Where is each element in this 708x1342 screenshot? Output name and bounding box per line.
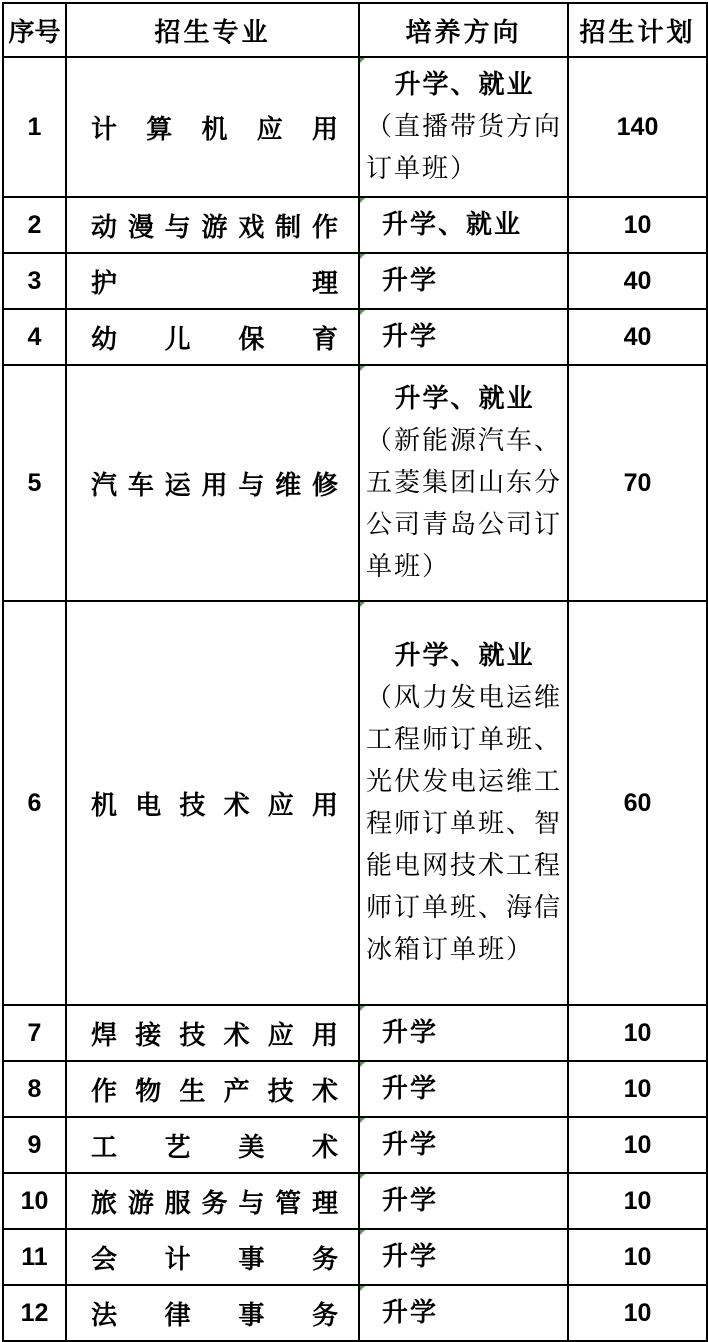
plan-count: 10 xyxy=(568,197,707,253)
plan-count: 70 xyxy=(568,365,707,601)
major-cell xyxy=(66,309,359,365)
direction-primary: 升学 xyxy=(382,1242,439,1272)
direction-cell xyxy=(359,1117,568,1173)
direction-primary: 升学、就业 xyxy=(394,384,535,414)
direction-cell xyxy=(359,1285,568,1341)
table-row xyxy=(3,1173,707,1229)
major-cell xyxy=(66,1005,359,1061)
plan-count: 40 xyxy=(568,309,707,365)
direction-primary: 升学 xyxy=(382,266,439,296)
major-name: 汽车运用与维修 xyxy=(91,470,338,501)
direction-primary: 升学 xyxy=(382,1074,439,1104)
plan-count: 10 xyxy=(568,1061,707,1117)
direction-cell xyxy=(359,1005,568,1061)
direction-cell xyxy=(359,253,568,309)
major-cell xyxy=(66,1285,359,1341)
row-number: 5 xyxy=(3,365,66,601)
direction-cell xyxy=(359,309,568,365)
row-number: 9 xyxy=(3,1117,66,1173)
header-no: 序号 xyxy=(3,3,66,57)
major-cell xyxy=(66,1117,359,1173)
plan-count: 60 xyxy=(568,601,707,1005)
plan-count: 140 xyxy=(568,57,707,197)
major-name: 动漫与游戏制作 xyxy=(91,212,338,243)
direction-cell xyxy=(359,1229,568,1285)
major-cell xyxy=(66,197,359,253)
table-row xyxy=(3,365,707,601)
plan-count: 40 xyxy=(568,253,707,309)
table-row xyxy=(3,253,707,309)
table-row xyxy=(3,601,707,1005)
row-number: 3 xyxy=(3,253,66,309)
direction-detail: （新能源汽车、五菱集团山东分公司青岛公司订单班） xyxy=(366,426,563,582)
enrollment-table xyxy=(2,2,708,1342)
direction-cell xyxy=(359,601,568,1005)
table-row xyxy=(3,309,707,365)
row-number: 10 xyxy=(3,1173,66,1229)
row-number: 11 xyxy=(3,1229,66,1285)
header-major: 招生专业 xyxy=(66,3,359,57)
table-row xyxy=(3,197,707,253)
major-cell xyxy=(66,601,359,1005)
direction-primary: 升学 xyxy=(382,1130,439,1160)
direction-detail: （直播带货方向订单班） xyxy=(366,112,563,184)
direction-cell xyxy=(359,1061,568,1117)
table-row xyxy=(3,1005,707,1061)
major-name: 法律事务 xyxy=(91,1300,338,1331)
plan-count: 10 xyxy=(568,1173,707,1229)
table-row xyxy=(3,1285,707,1341)
row-number: 1 xyxy=(3,57,66,197)
major-name: 机电技术应用 xyxy=(91,790,338,821)
major-cell xyxy=(66,253,359,309)
direction-primary: 升学 xyxy=(382,1298,439,1328)
row-number: 2 xyxy=(3,197,66,253)
major-name: 幼儿保育 xyxy=(91,324,338,355)
row-number: 6 xyxy=(3,601,66,1005)
plan-count: 10 xyxy=(568,1005,707,1061)
major-name: 焊接技术应用 xyxy=(91,1020,338,1051)
major-cell xyxy=(66,57,359,197)
direction-primary: 升学 xyxy=(382,1186,439,1216)
table-row xyxy=(3,57,707,197)
major-name: 护理 xyxy=(91,268,338,299)
direction-cell xyxy=(359,1173,568,1229)
direction-cell xyxy=(359,197,568,253)
header-direction: 培养方向 xyxy=(359,3,568,57)
direction-primary: 升学、就业 xyxy=(382,210,523,240)
major-cell xyxy=(66,365,359,601)
header-row xyxy=(3,3,707,57)
direction-primary: 升学、就业 xyxy=(394,641,535,671)
row-number: 7 xyxy=(3,1005,66,1061)
major-cell xyxy=(66,1229,359,1285)
major-name: 会计事务 xyxy=(91,1244,338,1275)
table-row xyxy=(3,1117,707,1173)
major-name: 旅游服务与管理 xyxy=(91,1188,338,1219)
direction-cell xyxy=(359,365,568,601)
table-row xyxy=(3,1061,707,1117)
major-cell xyxy=(66,1173,359,1229)
major-cell xyxy=(66,1061,359,1117)
direction-cell xyxy=(359,57,568,197)
row-number: 4 xyxy=(3,309,66,365)
row-number: 12 xyxy=(3,1285,66,1341)
plan-count: 10 xyxy=(568,1117,707,1173)
row-number: 8 xyxy=(3,1061,66,1117)
major-name: 工艺美术 xyxy=(91,1132,338,1163)
plan-count: 10 xyxy=(568,1285,707,1341)
direction-primary: 升学 xyxy=(382,1018,439,1048)
table-row xyxy=(3,1229,707,1285)
direction-primary: 升学、就业 xyxy=(394,70,535,100)
direction-primary: 升学 xyxy=(382,322,439,352)
major-name: 计算机应用 xyxy=(91,114,338,145)
direction-detail: （风力发电运维工程师订单班、光伏发电运维工程师订单班、智能电网技术工程师订单班、海信冰箱订单班） xyxy=(366,683,563,965)
header-plan: 招生计划 xyxy=(568,3,707,57)
major-name: 作物生产技术 xyxy=(91,1076,338,1107)
plan-count: 10 xyxy=(568,1229,707,1285)
